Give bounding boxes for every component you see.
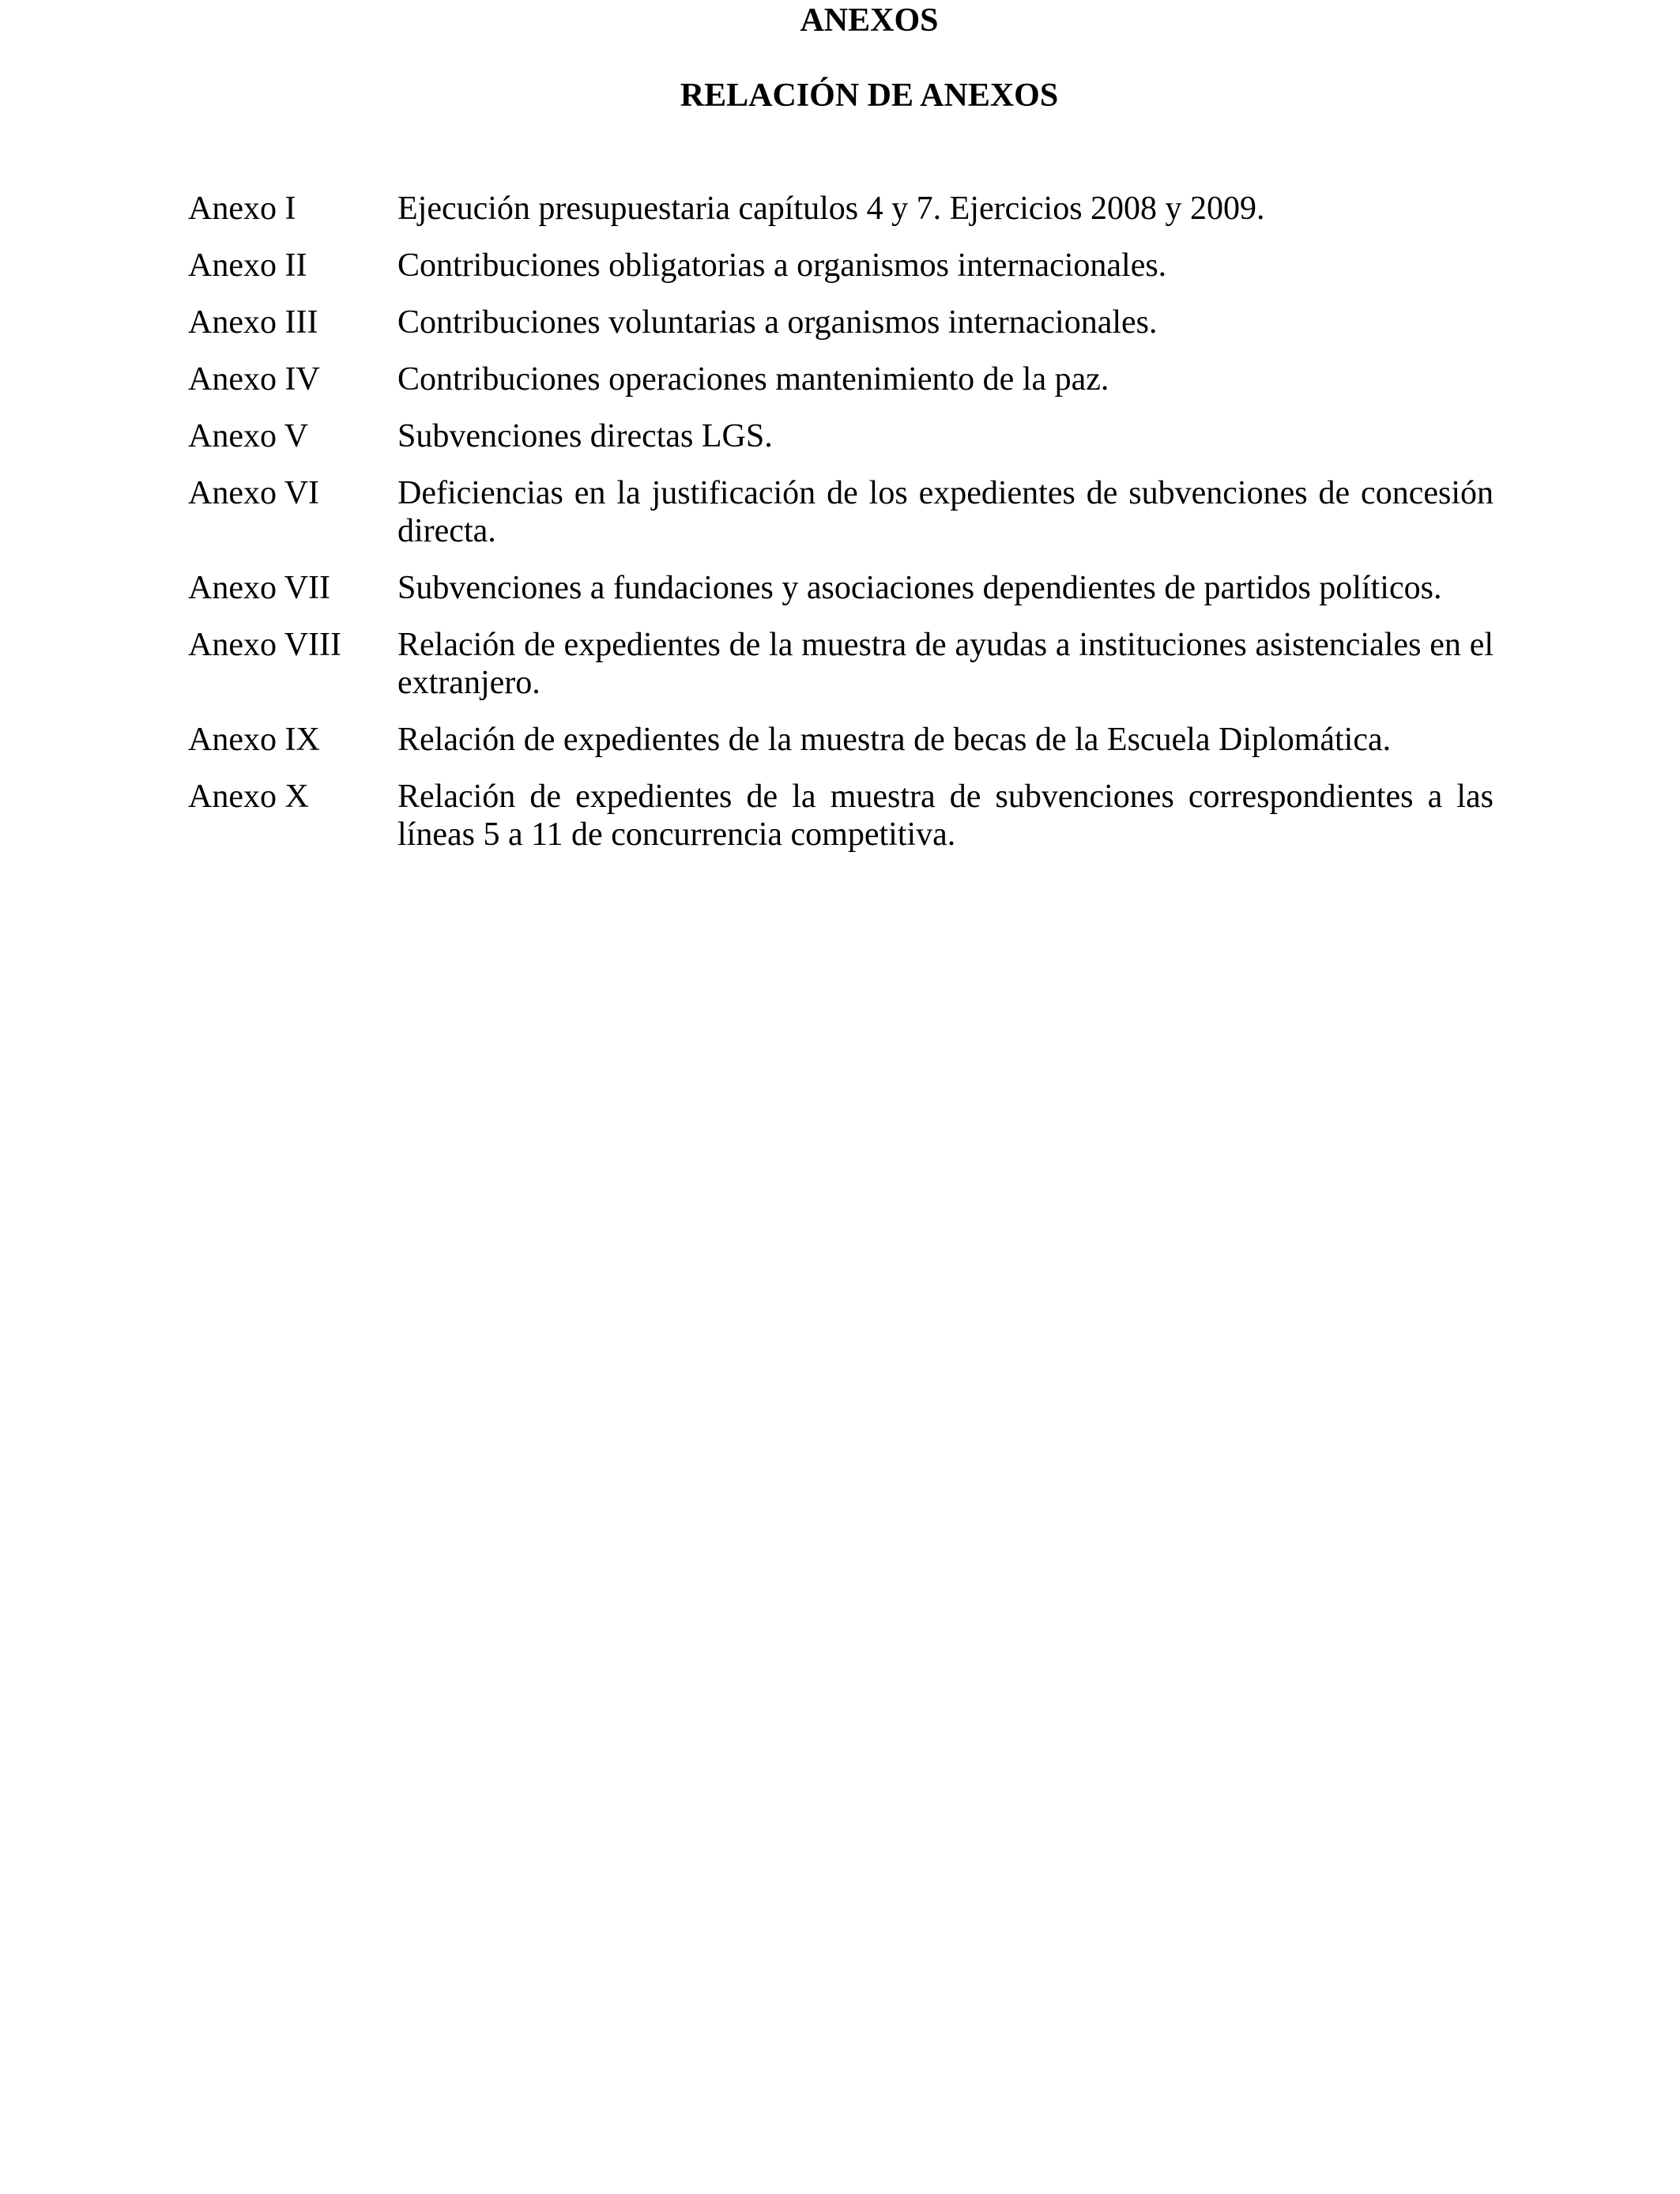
annex-row — [188, 474, 1494, 550]
annex-row — [188, 303, 1494, 341]
annex-row — [188, 360, 1494, 398]
annex-description: Contribuciones operaciones mantenimiento de la paz. — [397, 361, 1109, 398]
annex-row — [188, 417, 1494, 455]
annex-label: Anexo VII — [188, 570, 331, 606]
annex-row — [188, 569, 1494, 607]
annex-label: Anexo V — [188, 418, 309, 454]
annex-description: Relación de expedientes de la muestra de subvenciones correspondientes a las líneas 5 a 11 de concurrencia competitiva. — [397, 778, 1494, 853]
annex-description: Ejecución presupuestaria capítulos 4 y 7. Ejercicios 2008 y 2009. — [397, 190, 1265, 227]
annex-description: Subvenciones directas LGS. — [397, 418, 773, 454]
annex-description: Contribuciones obligatorias a organismos internacionales. — [397, 247, 1167, 284]
page-subtitle: RELACIÓN DE ANEXOS — [680, 77, 1059, 114]
annex-description: Relación de expedientes de la muestra de ayudas a instituciones asistenciales en el extranjero. — [397, 627, 1494, 701]
annex-list — [188, 190, 1494, 873]
annex-row — [188, 626, 1494, 702]
annex-row — [188, 247, 1494, 285]
annex-row — [188, 778, 1494, 854]
annex-description: Contribuciones voluntarias a organismos internacionales. — [397, 304, 1158, 341]
annex-row — [188, 190, 1494, 228]
annex-label: Anexo III — [188, 304, 318, 341]
annex-label: Anexo I — [188, 190, 296, 227]
annex-label: Anexo IX — [188, 722, 320, 758]
annex-description: Relación de expedientes de la muestra de becas de la Escuela Diplomática. — [397, 722, 1392, 758]
annex-description: Subvenciones a fundaciones y asociaciones dependientes de partidos políticos. — [397, 570, 1442, 606]
annex-label: Anexo X — [188, 778, 309, 815]
annex-label: Anexo VI — [188, 475, 320, 511]
annex-row — [188, 721, 1494, 759]
page-title: ANEXOS — [800, 2, 939, 39]
annex-label: Anexo II — [188, 247, 307, 284]
annex-label: Anexo IV — [188, 361, 320, 398]
annex-label: Anexo VIII — [188, 627, 342, 663]
annex-description: Deficiencias en la justificación de los expedientes de subvenciones de concesión directa. — [397, 475, 1494, 549]
